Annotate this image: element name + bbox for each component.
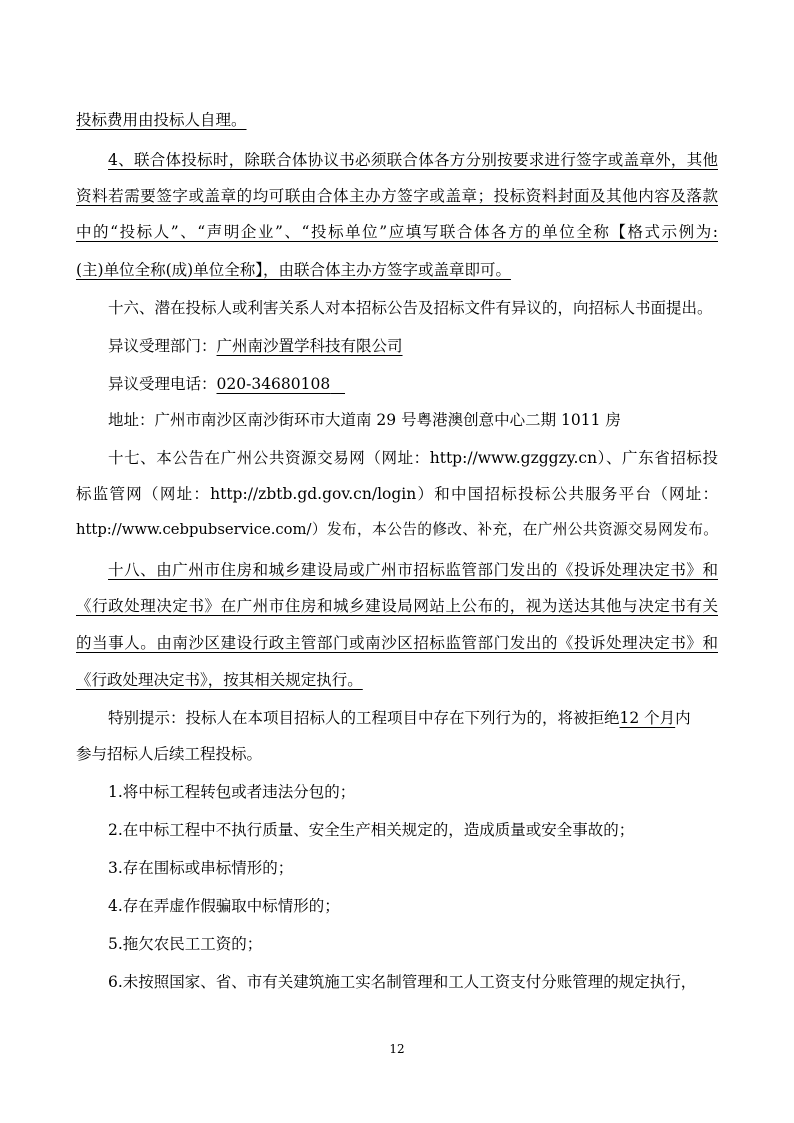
underlined-text: 投标费用由投标人自理。 xyxy=(76,111,247,129)
paragraph-line: 4、联合体投标时，除联合体协议书必须联合体各方分别按要求进行签字或盖章外，其他 xyxy=(108,151,718,169)
paragraph-line: 十八、由广州市住房和城乡建设局或广州市招标监管部门发出的《投诉处理决定书》和 xyxy=(108,561,718,579)
list-item: 6.未按照国家、省、市有关建筑施工实名制管理和工人工资支付分账管理的规定执行， xyxy=(108,973,697,991)
list-item: 1.将中标工程转包或者违法分包的； xyxy=(108,783,356,801)
list-item: 2.在中标工程中不执行质量、安全生产相关规定的，造成质量或安全事故的； xyxy=(108,821,635,839)
list-item: 3.存在围标或串标情形的； xyxy=(108,859,294,877)
paragraph-line: 参与招标人后续工程投标。 xyxy=(76,745,263,763)
paragraph-line: 十七、本公告在广州公共资源交易网（网址：http://www.gzggzy.cn）、广东省招标投 xyxy=(108,449,718,467)
underlined-text: (主)单位全称(成)单位全称】，由联合体主办方签字或盖章即可。 xyxy=(76,261,511,279)
list-item: 4.存在弄虚作假骗取中标情形的； xyxy=(108,897,340,915)
objection-phone xyxy=(108,372,718,396)
objection-department xyxy=(108,334,718,358)
special-notice-line: 特别提示：投标人在本项目招标人的工程项目中存在下列行为的，将被拒绝12 个月内 xyxy=(108,709,691,727)
paragraph-line: 《行政处理决定书》在广州市住房和城乡建设局网站上公布的，视为送达其他与决定书有关 xyxy=(76,597,718,615)
paragraph-line xyxy=(76,108,718,132)
field-label: 异议受理电话： xyxy=(108,375,217,393)
field-value: 020-34680108 xyxy=(216,375,331,393)
paragraph-line: 的当事人。由南沙区建设行政主管部门或南沙区招标监管部门发出的《投诉处理决定书》和 xyxy=(76,634,718,652)
page-number: 12 xyxy=(389,1042,405,1056)
paragraph-line: 资料若需要签字或盖章的均可联由合体主办方签字或盖章；投标资料封面及其他内容及落款 xyxy=(76,187,718,205)
underlined-text: 《行政处理决定书》，按其相关规定执行。 xyxy=(76,671,363,689)
paragraph-line: 中的“投标人”、“声明企业”、“投标单位”应填写联合体各方的单位全称【格式示例为: xyxy=(76,223,718,241)
paragraph-line: http://www.cebpubservice.com/）发布，本公告的修改、补充，在广州公共资源交易网发布。 xyxy=(76,521,718,538)
field-label: 异议受理部门： xyxy=(108,337,217,355)
paragraph-line xyxy=(76,668,718,692)
field-value: 广州南沙置学科技有限公司 xyxy=(216,337,403,355)
ban-duration: 12 个月 xyxy=(619,709,676,727)
paragraph-line xyxy=(76,258,718,282)
paragraph-line: 十六、潜在投标人或利害关系人对本招标公告及招标文件有异议的，向招标人书面提出。 xyxy=(108,299,713,317)
paragraph-line: 标监管网（网址：http://zbtb.gd.gov.cn/login）和中国招标投标公共服务平台（网址： xyxy=(76,485,718,503)
address-line: 地址：广州市南沙区南沙街环市大道南 29 号粤港澳创意中心二期 1011 房 xyxy=(108,411,621,429)
list-item: 5.拖欠农民工工资的； xyxy=(108,935,263,953)
